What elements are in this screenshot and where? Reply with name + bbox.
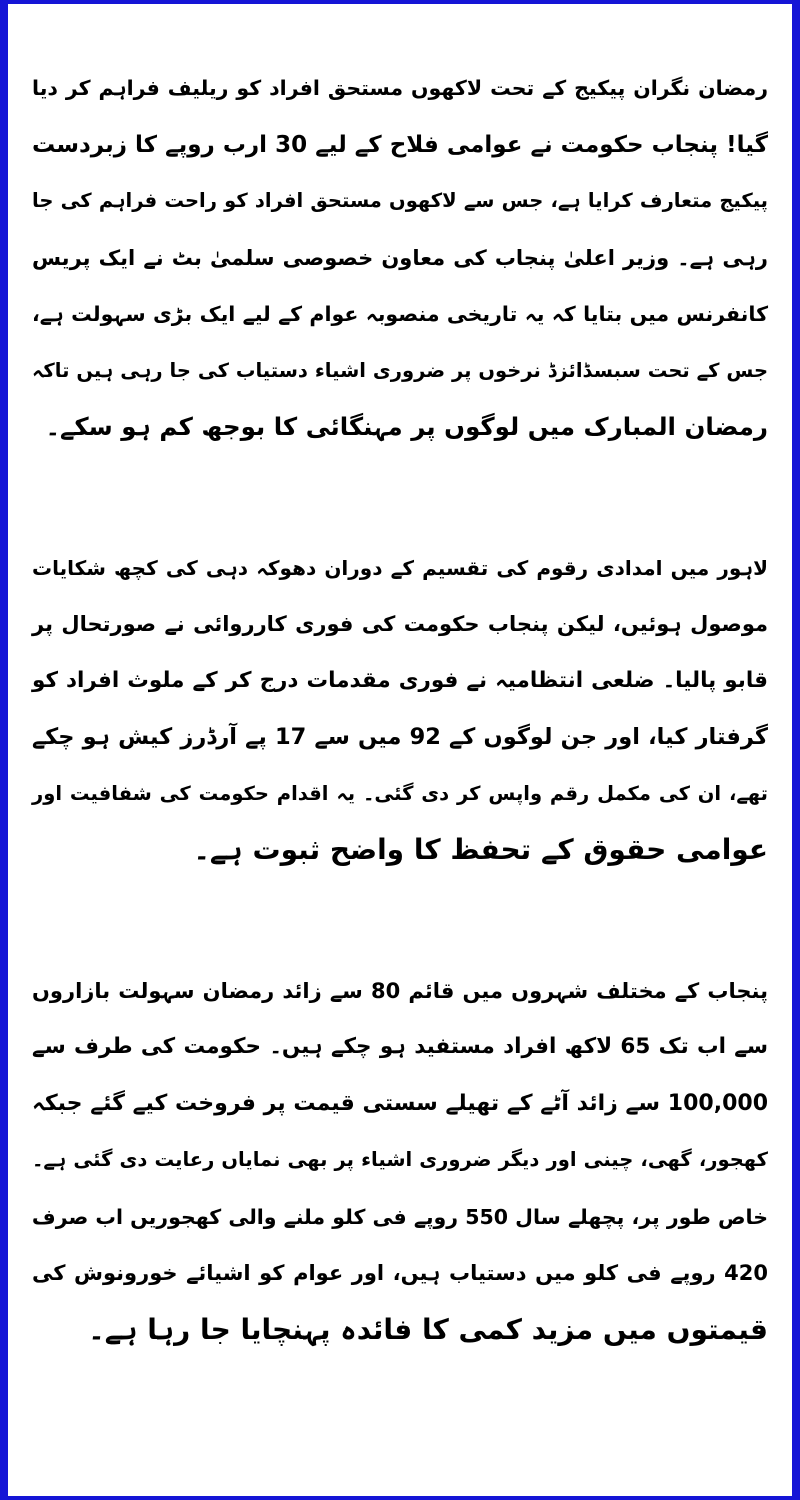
paragraph-ramadan-package xyxy=(32,60,768,456)
text-line: کانفرنس میں بتایا کہ یہ تاریخی منصوبہ عوام کے لیے ایک بڑی سہولت ہے، xyxy=(32,302,768,326)
text-line: رمضان نگران پیکیج کے تحت لاکھوں مستحق افراد کو ریلیف فراہم کر دیا xyxy=(32,76,768,100)
text-line: گرفتار کیا، اور جن لوگوں کے 92 میں سے 17 پے آرڈرز کیش ہو چکے xyxy=(32,724,768,750)
text-line: موصول ہوئیں، لیکن پنجاب حکومت کی فوری کارروائی نے صورتحال پر xyxy=(32,612,768,636)
text-line: قابو پالیا۔ ضلعی انتظامیہ نے فوری مقدمات درج کر کے ملوث افراد کو xyxy=(32,667,768,693)
text-line: جس کے تحت سبسڈائزڈ نرخوں پر ضروری اشیاء دستیاب کی جا رہی ہیں تاکہ xyxy=(32,358,768,382)
text-line: تھے، ان کی مکمل رقم واپس کر دی گئی۔ یہ اقدام حکومت کی شفافیت اور xyxy=(32,781,768,805)
paragraph-ramadan-bazaars xyxy=(32,963,768,1359)
text-line: گیا! پنجاب حکومت نے عوامی فلاح کے لیے 30 ارب روپے کا زبردست xyxy=(32,131,768,158)
text-line: لاہور میں امدادی رقوم کی تقسیم کے دوران دھوکہ دہی کی کچھ شکایات xyxy=(32,555,768,580)
text-line: سے اب تک 65 لاکھ افراد مستفید ہو چکے ہیں۔ حکومت کی طرف سے xyxy=(32,1034,769,1059)
paragraph-lahore-fraud xyxy=(32,540,768,879)
text-line: پیکیج متعارف کرایا ہے، جس سے لاکھوں مستحق افراد کو راحت فراہم کی جا xyxy=(32,189,768,212)
text-line: قیمتوں میں مزید کمی کا فائدہ پہنچایا جا رہا ہے۔ xyxy=(88,1312,768,1346)
text-line: عوامی حقوق کے تحفظ کا واضح ثبوت ہے۔ xyxy=(193,833,768,866)
text-line: رمضان المبارک میں لوگوں پر مہنگائی کا بوجھ کم ہو سکے۔ xyxy=(45,412,768,441)
text-line: پنجاب کے مختلف شہروں میں قائم 80 سے زائد رمضان سہولت بازاروں xyxy=(32,978,768,1003)
article-body xyxy=(32,60,768,1358)
text-line: کھجور، گھی، چینی اور دیگر ضروری اشیاء پر بھی نمایاں رعایت دی گئی ہے۔ xyxy=(32,1148,768,1171)
text-line: 100,000 سے زائد آٹے کے تھیلے سستی قیمت پر فروخت کیے گئے جبکہ xyxy=(32,1090,768,1116)
text-line: خاص طور پر، پچھلے سال 550 روپے فی کلو ملنے والی کھجوریں اب صرف xyxy=(31,1204,768,1229)
text-line: 420 روپے فی کلو میں دستیاب ہیں، اور عوام کو اشیائے خورونوش کی xyxy=(32,1261,768,1285)
text-line: رہی ہے۔ وزیر اعلیٰ پنجاب کی معاون خصوصی سلمیٰ بٹ نے ایک پریس xyxy=(32,245,768,270)
